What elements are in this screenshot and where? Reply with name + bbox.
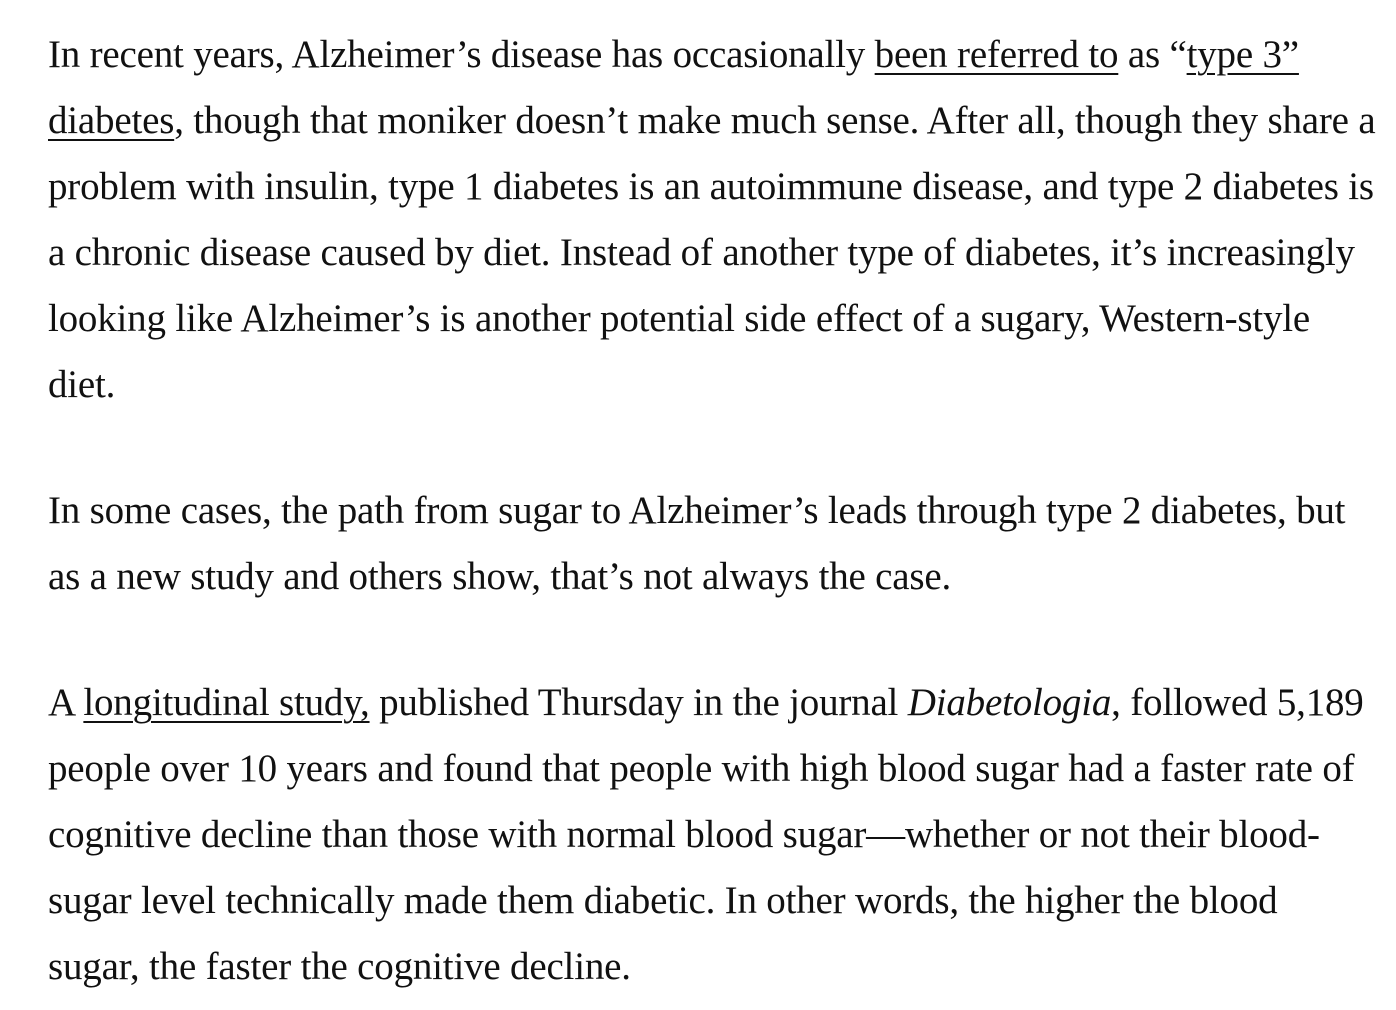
article-body <box>48 22 1378 1000</box>
paragraph-1-text-c: , though that moniker doesn’t make much sense. After all, though they share a problem with insulin, type 1 diabetes is an autoimmune disease, and type 2 diabetes is a chronic disease caused by diet. Instead of another type of diabetes, it’s increasingly looking like Alzheimer’s is another potential side effect of a sugary, Western-style diet. <box>48 99 1376 406</box>
type-3-diabetes-link[interactable]: type 3” diabetes <box>48 33 1299 142</box>
journal-name: Diabetologia <box>907 681 1112 724</box>
paragraph-1 <box>48 22 1378 418</box>
paragraph-2-text: In some cases, the path from sugar to Alzheimer’s leads through type 2 diabetes, but as a new study and others show, that’s not always the case. <box>48 489 1346 598</box>
been-referred-to-link[interactable]: been referred to <box>874 33 1119 76</box>
paragraph-3-text-b: published Thursday in the journal <box>369 681 908 724</box>
paragraph-3-text-c: , followed 5,189 people over 10 years and found that people with high blood sugar had a faster rate of cognitive decline than those with normal blood sugar—whether or not their blood-sugar level technically made them diabetic. In other words, the higher the blood sugar, the faster the cognitive decline. <box>48 681 1364 988</box>
paragraph-1-text-b: as “ <box>1118 33 1187 76</box>
longitudinal-study-link[interactable]: longitudinal study, <box>83 681 370 724</box>
paragraph-3 <box>48 670 1378 1000</box>
paragraph-3-text-a: A <box>48 681 84 724</box>
paragraph-1-text-a: In recent years, Alzheimer’s disease has occasionally <box>48 33 875 76</box>
paragraph-2 <box>48 478 1378 610</box>
